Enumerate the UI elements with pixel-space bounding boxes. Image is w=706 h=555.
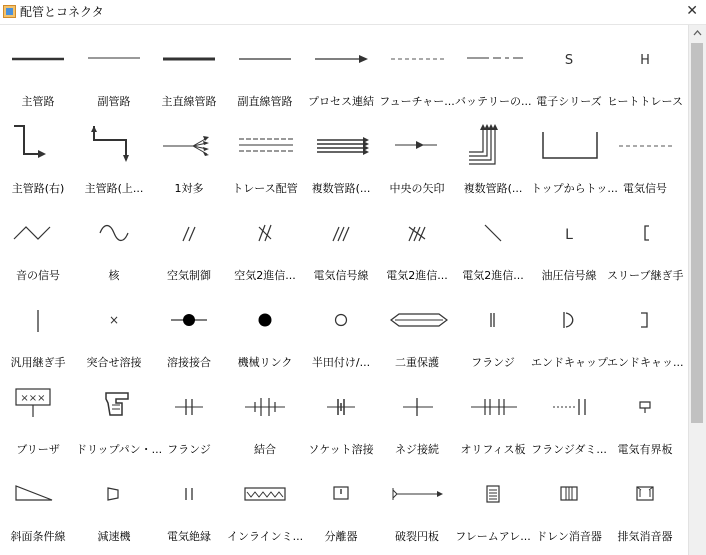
shape-item-exhaust-silencer[interactable]	[607, 460, 683, 547]
socket-weld-icon	[307, 385, 375, 429]
shape-label: ネジ接続	[395, 443, 439, 456]
shape-item-mechanical-link[interactable]	[227, 286, 303, 373]
scrollbar-thumb[interactable]	[691, 43, 703, 423]
window-title: 配管とコネクタ	[20, 5, 104, 19]
shape-label: ブリーザ	[16, 443, 60, 456]
shape-item-sub-pipe[interactable]	[76, 25, 152, 112]
shape-label: 音の信号	[16, 269, 60, 282]
shape-label: フューチャー...	[379, 95, 455, 108]
hydraulic-signal-line-icon	[535, 211, 603, 255]
electric-binary-icon	[383, 211, 451, 255]
shape-item-process-connection[interactable]	[303, 25, 379, 112]
inline-mixer-icon	[231, 472, 299, 516]
shape-item-end-cap[interactable]	[531, 286, 607, 373]
shape-label: トップからトッ...	[531, 182, 618, 195]
svg-text:L: L	[565, 227, 573, 243]
mechanical-link-icon	[231, 298, 299, 342]
future-icon	[383, 37, 451, 81]
electronic-series-icon	[535, 37, 603, 81]
double-protection-icon	[383, 298, 451, 342]
shape-label: エンドキャッ...	[607, 356, 684, 369]
shape-item-sleeve-joint[interactable]	[607, 199, 683, 286]
flange-dummy-icon	[535, 385, 603, 429]
drip-pan-icon	[80, 385, 148, 429]
shape-item-electronic-series[interactable]	[531, 25, 607, 112]
shape-item-flange-2[interactable]	[151, 373, 227, 460]
shape-item-future[interactable]	[379, 25, 455, 112]
process-connection-icon	[307, 37, 375, 81]
shape-item-electric-boundary-plate[interactable]	[607, 373, 683, 460]
shape-label: 汎用継ぎ手	[10, 356, 66, 369]
shape-item-trace-pipe[interactable]	[227, 112, 303, 199]
center-arrow-icon	[383, 124, 451, 168]
orifice-plate-icon	[459, 385, 527, 429]
shape-label: 電気2進信...	[462, 269, 524, 282]
shape-item-end-cap-2[interactable]	[607, 286, 683, 373]
sub-pipe-icon	[80, 37, 148, 81]
top-to-top-icon	[535, 124, 603, 168]
butt-weld-icon	[80, 298, 148, 342]
shape-label: 1対多	[174, 182, 204, 195]
electric-signal-icon	[611, 124, 679, 168]
shape-item-breather[interactable]	[0, 373, 76, 460]
main-pipe-up-icon	[80, 124, 148, 168]
shape-item-multiple-pipes-2[interactable]	[455, 112, 531, 199]
sound-signal-icon	[4, 211, 72, 255]
screw-connection-icon	[383, 385, 451, 429]
electric-binary-2-icon	[459, 211, 527, 255]
shape-label: 主管路(上...	[84, 182, 144, 195]
shape-item-solder[interactable]	[303, 286, 379, 373]
shape-label: フレームアレ...	[455, 530, 531, 543]
shape-item-electric-signal[interactable]	[607, 112, 683, 199]
vertical-scrollbar[interactable]	[688, 25, 706, 555]
shape-label: トレース配管	[232, 182, 298, 195]
sleeve-joint-icon	[611, 211, 679, 255]
solder-icon	[307, 298, 375, 342]
svg-text:×××: ×××	[20, 393, 46, 404]
nucleus-icon	[80, 211, 148, 255]
drain-silencer-icon	[535, 472, 603, 516]
main-pipe-right-icon	[4, 124, 72, 168]
multiple-pipes-icon	[307, 124, 375, 168]
trace-pipe-icon	[231, 124, 299, 168]
shape-label: 電気信号線	[313, 269, 369, 282]
shape-item-orifice-plate[interactable]	[455, 373, 531, 460]
end-cap-icon	[535, 298, 603, 342]
shape-item-coupling[interactable]	[227, 373, 303, 460]
slope-condition-line-icon	[4, 472, 72, 516]
shape-item-universal-joint[interactable]	[0, 286, 76, 373]
shape-label: 二重保護	[395, 356, 439, 369]
main-straight-pipe-icon	[155, 37, 223, 81]
shape-label: 油圧信号線	[541, 269, 597, 282]
svg-text:H: H	[640, 53, 650, 68]
shape-label: フランジ	[471, 356, 515, 369]
shape-label: 電気絶縁	[167, 530, 211, 543]
shape-item-electric-binary-2[interactable]	[455, 199, 531, 286]
shape-label: 主直線管路	[161, 95, 217, 108]
shape-label: バッテリーの...	[455, 95, 532, 108]
shape-label: ソケット溶接	[308, 443, 374, 456]
shape-item-rupture-disc[interactable]	[379, 460, 455, 547]
shape-item-main-straight-pipe[interactable]	[151, 25, 227, 112]
electric-insulation-icon	[155, 472, 223, 516]
shape-item-top-to-top[interactable]	[531, 112, 618, 199]
universal-joint-icon	[4, 298, 72, 342]
svg-text:S: S	[564, 53, 574, 68]
shape-label: プロセス連結	[308, 95, 374, 108]
shape-label: スリーブ継ぎ手	[607, 269, 684, 282]
shape-label: 副直線管路	[237, 95, 293, 108]
reducer-icon	[80, 472, 148, 516]
shape-label: 半田付け/...	[311, 356, 371, 369]
shape-label: フランジダミ...	[531, 443, 607, 456]
shape-item-electric-signal-line[interactable]	[303, 199, 379, 286]
shape-label: 副管路	[97, 95, 131, 108]
shape-label: 斜面条件線	[10, 530, 66, 543]
shape-item-multiple-pipes[interactable]	[303, 112, 379, 199]
shape-label: 中央の矢印	[389, 182, 445, 195]
weld-joint-icon	[155, 298, 223, 342]
shape-grid	[0, 25, 687, 555]
electric-signal-line-icon	[307, 211, 375, 255]
shape-label: 減速機	[97, 530, 131, 543]
shape-item-weld-joint[interactable]	[151, 286, 227, 373]
shape-label: 排気消音器	[617, 530, 673, 543]
shape-label: 溶接接合	[167, 356, 211, 369]
shape-label: インラインミ...	[227, 530, 304, 543]
air-binary-icon	[231, 211, 299, 255]
shape-item-slope-condition-line[interactable]	[0, 460, 76, 547]
shape-item-electric-insulation[interactable]	[151, 460, 227, 547]
shape-label: 電子シリーズ	[536, 95, 602, 108]
shape-label: 複数管路(...	[311, 182, 371, 195]
shape-label: 電気信号	[623, 182, 667, 195]
electric-boundary-plate-icon	[611, 385, 679, 429]
sub-straight-pipe-icon	[231, 37, 299, 81]
shape-label: 核	[108, 269, 120, 282]
shape-item-air-control[interactable]	[151, 199, 227, 286]
end-cap-2-icon	[611, 298, 679, 342]
shape-label: 分離器	[324, 530, 358, 543]
shape-item-sound-signal[interactable]	[0, 199, 76, 286]
shape-item-main-pipe[interactable]	[0, 25, 76, 112]
shape-label: ヒートトレース	[607, 95, 684, 108]
shape-item-flame-arrester[interactable]	[455, 460, 531, 547]
coupling-icon	[231, 385, 299, 429]
shape-label: エンドキャップ	[531, 356, 608, 369]
shape-label: 電気有界板	[617, 443, 673, 456]
shape-item-flange[interactable]	[455, 286, 531, 373]
shape-label: オリフィス板	[460, 443, 526, 456]
shape-item-double-protection[interactable]	[379, 286, 455, 373]
flange-icon	[459, 298, 527, 342]
shape-label: フランジ	[167, 443, 211, 456]
multiple-pipes-2-icon	[459, 124, 527, 168]
shape-label: ドリップパン・...	[76, 443, 163, 456]
shape-label: 主管路(右)	[11, 182, 65, 195]
shape-label: 突合せ溶接	[86, 356, 142, 369]
shape-item-one-to-many[interactable]	[151, 112, 227, 199]
heat-trace-icon	[611, 37, 679, 81]
scroll-up-arrow-icon[interactable]	[689, 25, 706, 41]
shape-label: ドレン消音器	[536, 530, 602, 543]
battery-icon	[459, 37, 527, 81]
main-pipe-icon	[4, 37, 72, 81]
shape-item-main-pipe-right[interactable]	[0, 112, 76, 199]
shape-item-butt-weld[interactable]	[76, 286, 152, 373]
flame-arrester-icon	[459, 472, 527, 516]
shape-label: 主管路	[21, 95, 55, 108]
shape-item-socket-weld[interactable]	[303, 373, 379, 460]
shape-label: 複数管路(...	[463, 182, 523, 195]
shape-label: 電気2進信...	[386, 269, 448, 282]
close-icon[interactable]: ✕	[686, 3, 698, 19]
shape-item-drain-silencer[interactable]	[531, 460, 607, 547]
shape-item-electric-binary[interactable]	[379, 199, 455, 286]
shape-item-inline-mixer[interactable]	[227, 460, 303, 547]
shape-item-center-arrow[interactable]	[379, 112, 455, 199]
shape-item-sub-straight-pipe[interactable]	[227, 25, 303, 112]
one-to-many-icon	[155, 124, 223, 168]
title-bar	[0, 0, 706, 25]
shape-label: 空気2進信...	[234, 269, 296, 282]
breather-icon	[4, 385, 72, 429]
rupture-disc-icon	[383, 472, 451, 516]
shape-item-flange-dummy[interactable]	[531, 373, 607, 460]
shape-label: 機械リンク	[237, 356, 293, 369]
shape-label: 空気制御	[167, 269, 211, 282]
svg-text:×: ×	[108, 313, 120, 327]
shape-item-air-binary[interactable]	[227, 199, 303, 286]
shape-label: 破裂円板	[395, 530, 439, 543]
shape-item-nucleus[interactable]	[76, 199, 152, 286]
separator-icon	[307, 472, 375, 516]
shape-item-separator[interactable]	[303, 460, 379, 547]
air-control-icon	[155, 211, 223, 255]
stencil-icon	[3, 5, 16, 18]
shape-item-main-pipe-up[interactable]	[76, 112, 152, 199]
exhaust-silencer-icon	[611, 472, 679, 516]
shape-label: 結合	[254, 443, 276, 456]
shape-item-drip-pan[interactable]	[76, 373, 163, 460]
shape-item-heat-trace[interactable]	[607, 25, 683, 112]
shape-item-screw-connection[interactable]	[379, 373, 455, 460]
flange-2-icon	[155, 385, 223, 429]
shape-item-battery[interactable]	[455, 25, 531, 112]
shape-item-hydraulic-signal-line[interactable]	[531, 199, 607, 286]
shape-item-reducer[interactable]	[76, 460, 152, 547]
